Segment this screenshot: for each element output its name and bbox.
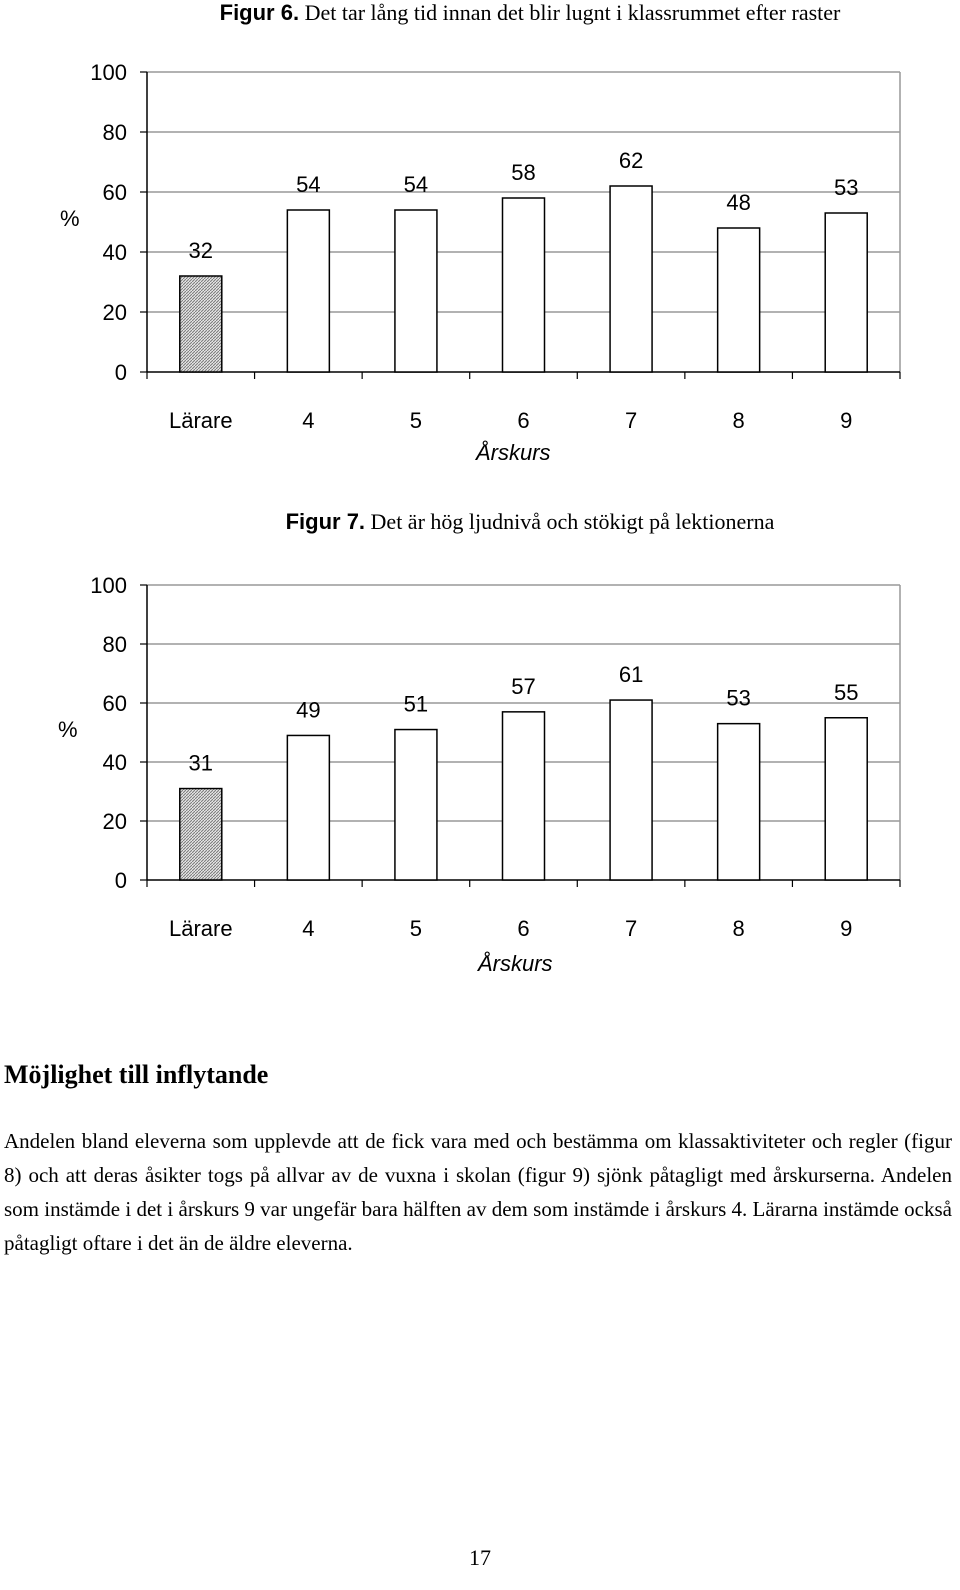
bar-value-label: 49 [296,697,321,723]
figure-6-plot [0,0,960,480]
bar-value-label: 48 [726,190,751,215]
bar-value-label: 53 [726,685,751,711]
category-label: 7 [624,408,638,433]
bar [718,724,760,880]
bar [825,718,867,880]
bar-value-label: 54 [403,172,429,197]
category-label: 8 [732,916,745,941]
bar-value-label: 62 [618,148,644,173]
category-label: 5 [409,916,423,941]
bar [287,210,329,372]
figure-7-ylabel: % [58,717,78,742]
bar [180,276,222,372]
y-tick-label: 20 [102,300,127,325]
bar-value-label: 58 [511,160,536,185]
bar [610,186,652,372]
category-label: 9 [840,408,853,433]
category-label: 8 [732,408,745,433]
bar-value-label: 57 [511,673,536,699]
bar [610,700,652,880]
category-label: 9 [840,916,853,941]
bar-value-label: 55 [833,679,859,705]
category-label: Lärare [168,916,233,941]
category-label: 4 [302,916,315,941]
y-tick-label: 80 [102,632,127,657]
bar-value-label: 53 [833,175,859,200]
y-tick-label: 60 [102,180,127,205]
section-paragraph: Andelen bland eleverna som upplevde att de fick vara med och bestämma om klassaktiviteter och regler (figur 8) och att deras åsikter togs på allvar av de vuxna i skolan (figur 9) sjönk påtagligt med årskurserna. Andelen som instämde i det i årskurs 9 var ungefär bara hälften av dem som instämde i årskurs 4. Lärarna instämde också påtagligt oftare i det än de äldre eleverna. [4,1129,952,1255]
bar [503,712,545,880]
category-label: 4 [302,408,315,433]
y-tick-label: 60 [102,691,127,716]
bar-value-label: 51 [403,691,429,717]
y-tick-label: 100 [90,60,127,85]
bar [825,213,867,372]
bar-value-label: 61 [618,662,644,688]
y-tick-label: 20 [102,809,127,834]
figure-6-label: Figur 6. [219,0,300,25]
y-tick-label: 40 [102,750,127,775]
y-tick-label: 40 [102,240,127,265]
bar [718,228,760,372]
figure-7-label: Figur 7. [285,509,366,534]
bar-value-label: 31 [188,750,214,776]
category-label: Lärare [168,408,233,433]
bar [287,735,329,880]
category-label: 6 [517,408,530,433]
y-tick-label: 0 [114,868,127,893]
bar-value-label: 32 [188,238,214,263]
category-label: 6 [517,916,530,941]
figure-6-title-text: Det tar lång tid innan det blir lugnt i klassrummet efter raster [304,0,841,25]
y-tick-label: 100 [90,573,127,598]
bar [395,210,437,372]
figure-7-xlabel: Årskurs [478,951,553,976]
figure-6-xlabel: Årskurs [476,440,551,465]
category-label: 5 [409,408,423,433]
figure-7-title-text: Det är hög ljudnivå och stökigt på lektionerna [370,509,775,534]
category-label: 7 [624,916,638,941]
bar [395,730,437,880]
figure-6 [0,0,960,480]
page-number: 17 [469,1545,491,1570]
figure-7-plot [0,505,960,995]
bar [503,198,545,372]
figure-7 [0,505,960,995]
section-heading: Möjlighet till inflytande [4,1060,269,1089]
figure-6-ylabel: % [60,206,80,231]
bar-value-label: 54 [296,172,321,197]
y-tick-label: 80 [102,120,127,145]
y-tick-label: 0 [114,360,127,385]
bar [180,789,222,880]
